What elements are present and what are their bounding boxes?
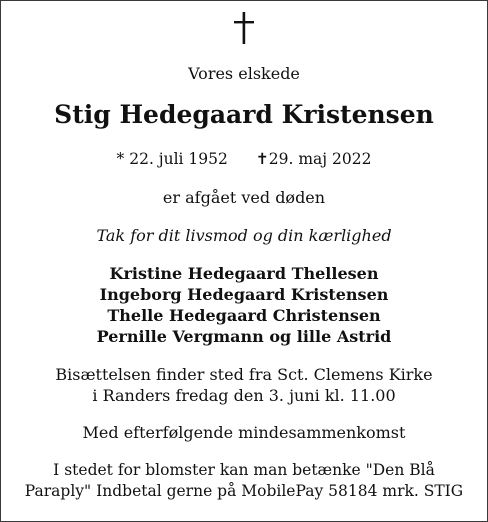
deceased-name: Stig Hedegaard Kristensen — [54, 100, 434, 129]
thanks-text: Tak for dit livsmod og din kærlighed — [96, 226, 392, 245]
born-date: 22. juli 1952 — [129, 150, 228, 168]
latin-cross-icon — [1, 11, 487, 45]
died-date: 29. maj 2022 — [268, 150, 372, 168]
died-symbol: ✝ — [255, 150, 269, 168]
mourner-name: Thelle Hedegaard Christensen — [107, 306, 381, 325]
funeral-line: Bisættelsen finder sted fra Sct. Clemens Kirke — [55, 365, 433, 384]
funeral-line: i Randers fredag den 3. juni kl. 11.00 — [92, 386, 396, 405]
mourners-list — [1, 263, 487, 347]
memorial-text: Med efterfølgende mindesammenkomst — [82, 423, 406, 442]
flowers-line: I stedet for blomster kan man betænke "Den Blå — [53, 461, 435, 479]
life-dates — [1, 150, 487, 168]
passed-away-text: er afgået ved døden — [162, 188, 326, 207]
mourner-name: Ingeborg Hedegaard Kristensen — [99, 285, 389, 304]
mourner-name: Kristine Hedegaard Thellesen — [109, 264, 379, 283]
flowers-note — [1, 460, 487, 502]
mourner-name: Pernille Vergmann og lille Astrid — [96, 327, 392, 346]
intro-text: Vores elskede — [188, 64, 300, 83]
born-symbol: * — [116, 150, 125, 168]
flowers-line: Paraply" Indbetal gerne på MobilePay 58184 mrk. STIG — [24, 482, 464, 500]
funeral-details — [1, 364, 487, 406]
